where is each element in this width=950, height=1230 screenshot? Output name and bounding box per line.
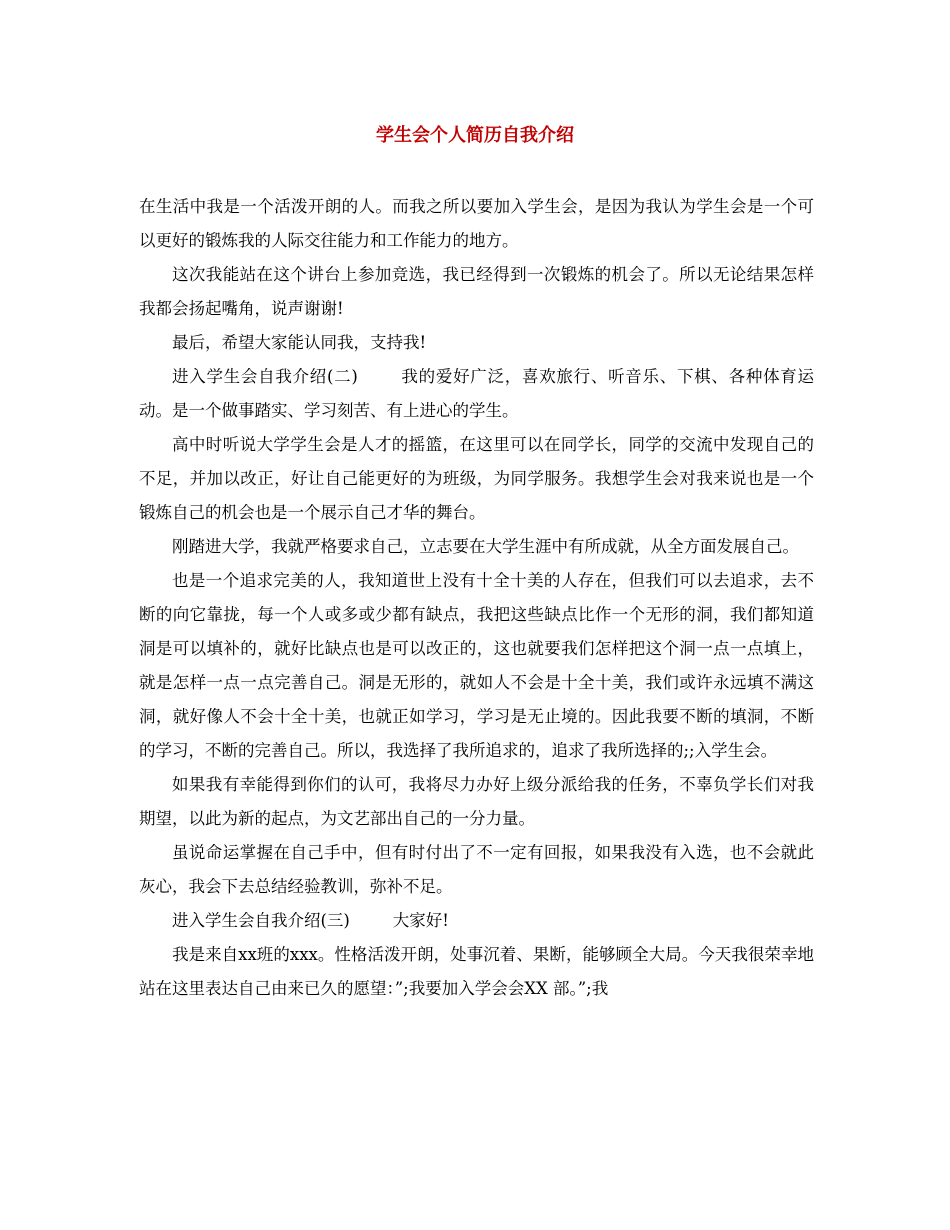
paragraph: 最后，希望大家能认同我，支持我! — [172, 333, 427, 352]
paragraph-text: 我的爱好广泛，喜欢旅行、听音乐、下棋、各种体育运动。是一个做事踏实、学习刻苦、有上进心的学生。 — [139, 367, 815, 420]
document-body — [139, 190, 814, 1006]
paragraph: 在生活中我是一个活泼开朗的人。而我之所以要加入学生会，是因为我认为学生会是一个可以更好的锻炼我的人际交往能力和工作能力的地方。 — [139, 197, 814, 250]
section-heading-2: 进入学生会自我介绍(二) — [172, 367, 358, 386]
section-heading-3: 进入学生会自我介绍(三) — [172, 911, 350, 930]
paragraph: 虽说命运掌握在自己手中，但有时付出了不一定有回报，如果我没有入选，也不会就此灰心，我会下去总结经验教训，弥补不足。 — [139, 843, 814, 896]
paragraph-text: 大家好! — [392, 911, 449, 930]
paragraph: 刚踏进大学，我就严格要求自己，立志要在大学生涯中有所成就，从全方面发展自己。 — [172, 537, 799, 556]
paragraph — [139, 360, 814, 428]
paragraph: 这次我能站在这个讲台上参加竞选，我已经得到一次锻炼的机会了。所以无论结果怎样我都会扬起嘴角，说声谢谢! — [139, 265, 814, 318]
paragraph: 我是来自xx班的xxx。性格活泼开朗，处事沉着、果断，能够顾全大局。今天我很荣幸地站在这里表达自己由来已久的愿望：”;我要加入学会会XX 部。”;我 — [139, 945, 814, 998]
paragraph — [139, 904, 814, 938]
paragraph: 也是一个追求完美的人，我知道世上没有十全十美的人存在，但我们可以去追求，去不断的向它靠拢，每一个人或多或少都有缺点，我把这些缺点比作一个无形的洞，我们都知道洞是可以填补的，就好比缺点也是可以改正的，这也就要我们怎样把这个洞一点一点填上，就是怎样一点一点完善自己。洞是无形的，就如人不会是十全十美，我们或许永远填不满这洞，就好像人不会十全十美，也就正如学习，学习是无止境的。因此我要不断的填洞，不断的学习，不断的完善自己。所以，我选择了我所追求的，追求了我所选择的;;入学生会。 — [139, 571, 814, 760]
paragraph: 如果我有幸能得到你们的认可，我将尽力办好上级分派给我的任务，不辜负学长们对我期望，以此为新的起点，为文艺部出自己的一分力量。 — [139, 775, 814, 828]
document-title: 学生会个人简历自我介绍 — [376, 125, 574, 146]
paragraph: 高中时听说大学学生会是人才的摇篮，在这里可以在同学长，同学的交流中发现自己的不足，并加以改正，好让自己能更好的为班级，为同学服务。我想学生会对我来说也是一个锻炼自己的机会也是一个展示自己才华的舞台。 — [139, 435, 814, 522]
